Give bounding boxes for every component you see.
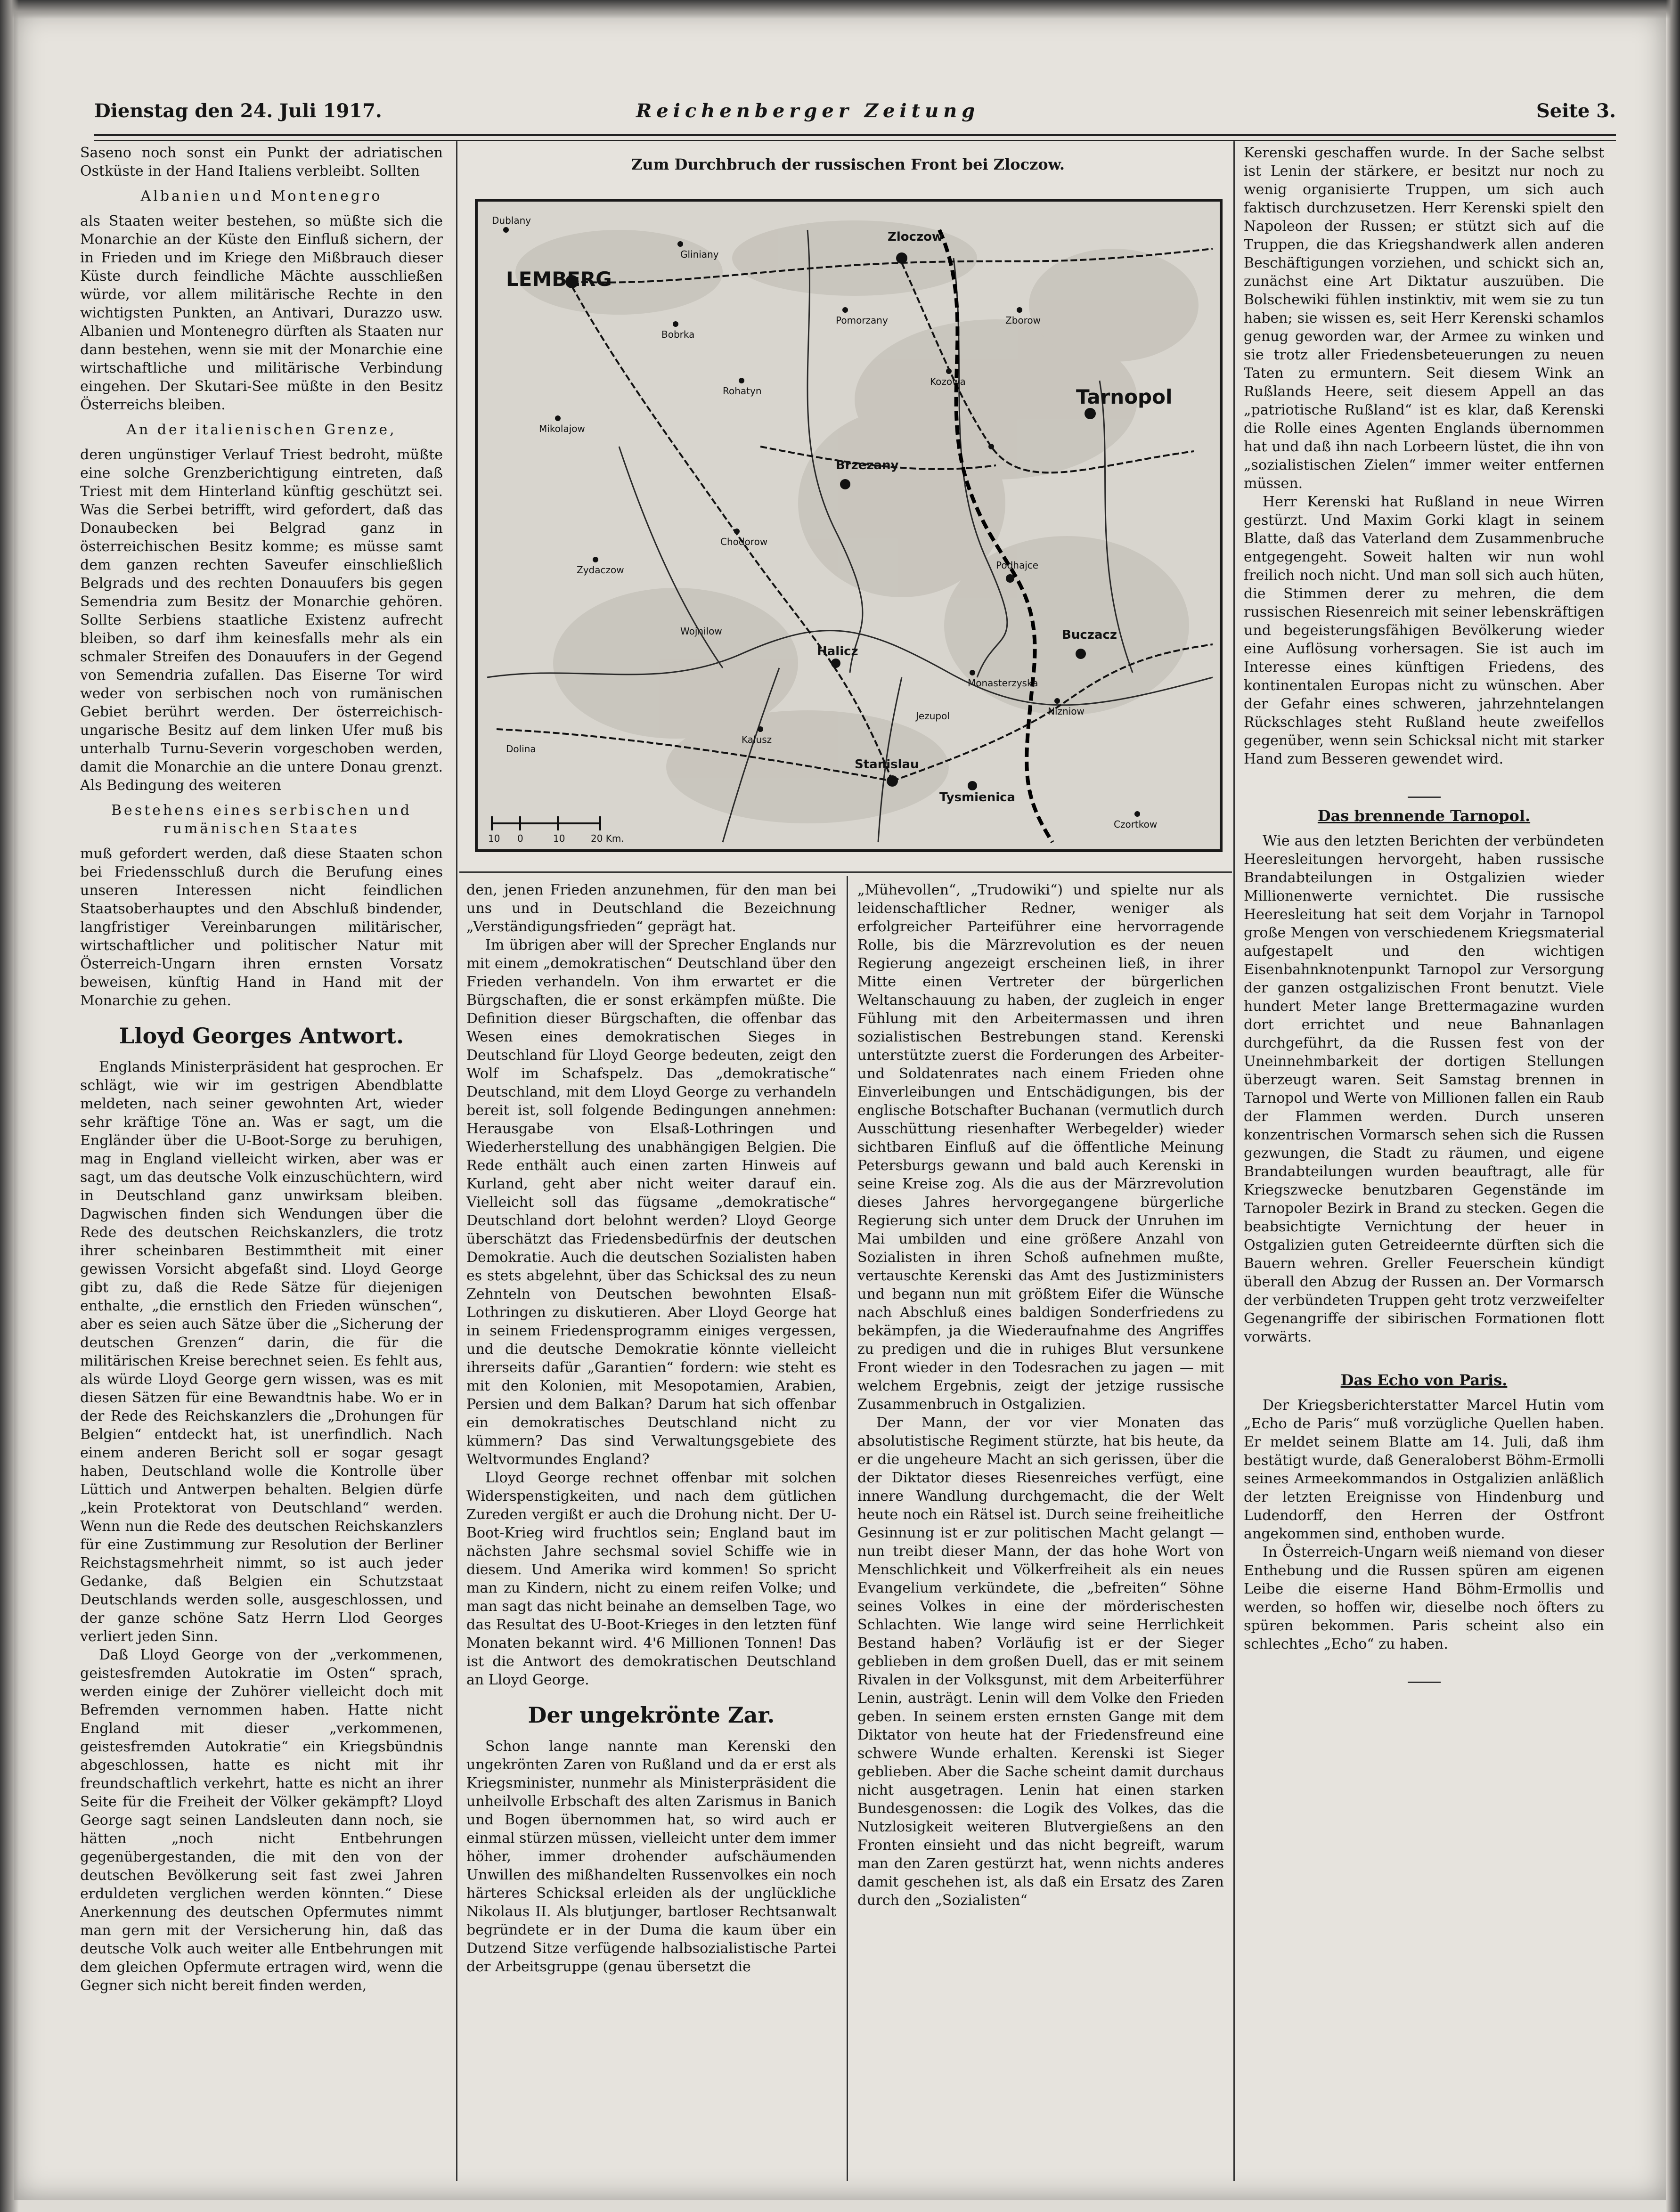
- paragraph: Wie aus den letzten Berichten der verbündeten Heeresleitungen hervorgeht, haben russische Brandabteilungen in Ostgalizien wieder Millionenwerte vernichtet. Die russische Heeresleitung hat seit dem Vorjahr in Tarnopol große Mengen von verschiedenem Kriegsmaterial aufgestapelt und den wichtigen Eisenbahnknotenpunkt Tarnopol zur Versorgung der ganzen ostgalizischen Front benutzt. Viele hundert Meter lange Brettermagazine wurden dort errichtet und neue Bahnanlagen durchgeführt, da die Russen fest von der Uneinnehmbarkeit der dortigen Stellungen überzeugt waren. Seit Samstag brennen in Tarnopol und Werte von Millionen fallen ein Raub der Flammen werden. Durch unseren konzentrischen Vormarsch sehen sich die Russen gezwungen, die Stadt zu räumen, und eigene Brandabteilungen wurden beauftragt, alle für Kriegszwecke benutzbaren Gegenstände im Tarnopoler Bezirk in Brand zu stecken. Gegen die beabsichtigte Vernichtung der heuer in Ostgalizien guten Getreideernte dürften sich die Bauern wehren. Greller Feuerschein kündigt überall den Abzug der Russen an. Der Vormarsch der verbündeten Truppen geht trotz verzweifelter Gegenangriffe der sibirischen Formationen flott vorwärts.: [1244, 833, 1604, 1345]
- article-headline-echo: Das Echo von Paris.: [1340, 1371, 1508, 1389]
- paragraph: Der Kriegsberichterstatter Marcel Hutin vom „Echo de Paris“ muß vorzügliche Quellen haben. Er meldet seinem Blatte am 14. Juli, daß ihm bestätigt wurde, daß Generaloberst Böhm-Ermolli seines Armeekommandos in Ostgalizien anläßlich der letzten Ereignisse von Hindenburg und Ludendorff, den Herren der Ostfront angekommen sind, enthoben wurde.: [1244, 1397, 1604, 1542]
- subheading-albanien: Albanien und Montenegro: [140, 188, 383, 204]
- map-label-dublany: Dublany: [492, 215, 531, 226]
- page-number: Seite 3.: [1536, 100, 1616, 122]
- map-label-stanislau: Stanislau: [855, 757, 919, 772]
- map-label-mikolajow: Mikolajow: [539, 423, 585, 434]
- map-label-gliniany: Gliniany: [680, 249, 719, 260]
- map-label-jezupol: Jezupol: [916, 710, 950, 722]
- column-1: [80, 144, 443, 2179]
- paragraph: deren ungünstiger Verlauf Triest bedroht, müßte eine solche Grenzberichtigung eintreten, daß Triest mit dem Hinterland künftig geschützt sei. Was die Serbei betrifft, wird gefordert, daß das Donaubecken bei Belgrad ganz in österreichischen Besitz komme; es müsse samt dem ganzen rechten Saveufer einschließlich Belgrads und des rechten Donauufers bis gegen Semendria zum Besitz der Monarchie gehören. Sollte Serbiens staatliche Existenz aufrecht bleiben, so darf ihm keinesfalls mehr als ein schmaler Streifen des Donauufers in der Gegend von Semendria zufallen. Das Eiserne Tor wird weder von serbischen noch von rumänischen Gebiet berührt werden. Der österreichisch-ungarische Besitz auf dem linken Ufer muß bis unterhalb Turnu-Severin vorgeschoben werden, damit die Monarchie an die untere Donau grenzt. Als Bedingung des weiteren: [80, 447, 443, 794]
- column-3: [857, 881, 1224, 2181]
- column-4: [1244, 144, 1604, 2179]
- article-headline-tarnopol: Das brennende Tarnopol.: [1317, 807, 1531, 825]
- map-label-pomorzany: Pomorzany: [836, 315, 888, 326]
- scan-border-top: [0, 0, 1680, 19]
- map-bottom-rule: [459, 871, 1232, 873]
- newspaper-title: Reichenberger Zeitung: [636, 100, 980, 122]
- paragraph: In Österreich-Ungarn weiß niemand von dieser Enthebung und die Russen spüren am eigenen Leibe die eiserne Hand Böhm-Ermollis und werden, so hoffen wir, dieselbe noch öfters zu spüren bekommen. Paris scheint also ein schlechtes „Echo“ zu haben.: [1244, 1544, 1604, 1652]
- map-label-bobrka: Bobrka: [661, 329, 695, 340]
- map-label-wojnilow: Wojnilow: [680, 626, 722, 637]
- map-label-brzezany: Brzezany: [836, 458, 899, 472]
- map-label-kalusz: Kalusz: [742, 734, 772, 745]
- front-map: [475, 199, 1223, 852]
- scale-label-20km: 20 Km.: [591, 833, 624, 844]
- map-label-nizniow: Nizniow: [1048, 706, 1085, 717]
- subheading-grenze: An der italienischen Grenze,: [126, 422, 397, 438]
- paragraph: Saseno noch sonst ein Punkt der adriatischen Ostküste in der Hand Italiens verbleibt. Sollten: [80, 145, 443, 179]
- map-drawing: [478, 202, 1220, 849]
- paragraph: Im übrigen aber will der Sprecher Englands nur mit einem „demokratischen“ Deutschland über den Frieden verhandeln. Von ihm erwartet er die Bürgschaften, die er sonst erkämpfen müßte. Die Definition dieser Bürgschaften, die offenbar das Wesen eines demokratischen Sieges in Deutschland für Lloyd George bedeuten, zeigt den Wolf im Schafspelz. Das „demokratische“ Deutschland, mit dem Lloyd George zu verhandeln bereit ist, soll folgende Bedingungen annehmen: Herausgabe von Elsaß-Lothringen und Wiederherstellung des unabhängigen Belgien. Die Rede enthält auch einen zarten Hinweis auf Kurland, geht aber nicht weiter darauf ein. Vielleicht soll das fügsame „demokratische“ Deutschland dort belohnt werden? Lloyd George überschätzt das Friedensbedürfnis der deutschen Demokratie. Auch die deutschen Sozialisten haben es stets abgelehnt, über das Schicksal des zu neun Zehnteln von Deutschen bewohnten Elsaß-Lothringen zu diskutieren. Aber Lloyd George hat in seinem Friedensprogramm einiges vergessen, und die deutsche Demokratie könnte vielleicht ihrerseits dafür „Garantien“ fordern: wie steht es mit den Kolonien, mit Mesopotamien, Arabien, Persien und dem Balkan? Darum hat sich offenbar ein demokratisches Deutschland nicht zu kümmern? Das sind Verwaltungsgebiete des Weltvormundes England?: [466, 937, 836, 1468]
- map-label-zborow: Zborow: [1005, 315, 1041, 326]
- scale-label-10-left: 10: [488, 833, 500, 844]
- column-rule-3: [1233, 141, 1235, 2181]
- separator: [1408, 797, 1441, 798]
- separator: [1408, 1682, 1441, 1683]
- map-label-tysmienica: Tysmienica: [939, 790, 1016, 805]
- header-rule: [94, 134, 1616, 141]
- paragraph: den, jenen Frieden anzunehmen, für den man bei uns und in Deutschland die Bezeichnung „Verständigungsfrieden“ geprägt hat.: [466, 882, 836, 935]
- scan-border-right: [1666, 0, 1680, 2212]
- paragraph: Lloyd George rechnet offenbar mit solchen Widerspenstigkeiten, und nach dem gütlichen Zureden vergißt er auch die Drohung nicht. Der U-Boot-Krieg wird fruchtlos sein; England baut im nächsten Jahre sechsmal soviel Schiffe wie in diesem. Und Amerika wird kommen! So spricht man zu Kindern, nicht zu einem reifen Volke; und man sagt das nicht beinahe an demselben Tage, wo das Resultat des U-Boot-Krieges in den letzten fünf Monaten bekannt wird. 4'6 Millionen Tonnen! Das ist die Antwort des demokratischen Deutschland an Lloyd George.: [466, 1470, 836, 1688]
- spacer: [1244, 1346, 1604, 1362]
- map-label-chodorow: Chodorow: [720, 536, 768, 547]
- scan-border-left: [0, 0, 19, 2212]
- map-label-halicz: Halicz: [817, 644, 858, 659]
- article-headline-zar: Der ungekrönte Zar.: [528, 1702, 775, 1728]
- paragraph: „Mühevollen“, „Trudowiki“) und spielte nur als leidenschaftlicher Redner, weniger als erfolgreicher Parteiführer eine hervorragende Rolle, bis die Märzrevolution es der neuen Regierung angezeigt erscheinen ließ, in ihrer Mitte einen Vertreter der bürgerlichen Weltanschauung zu haben, der zugleich in enger Fühlung mit den Arbeitermassen und ihren sozialistischen Bestrebungen stand. Kerenski unterstützte zuerst die Forderungen des Arbeiter- und Soldatenrates nach einem Frieden ohne Einverleibungen und Entschädigungen, bis der englische Botschafter Buchanan (vermutlich durch Ausschüttung riesenhafter Werbegelder) wieder sichtbaren Einfluß auf die öffentliche Meinung Petersburgs gewann und bald auch Kerenski in seine Kreise zog. Als die aus der Märzrevolution dieses Jahres hervorgegangene bürgerliche Regierung sich unter dem Druck der Unruhen im Mai umbilden und eine größere Anzahl von Sozialisten in ihren Schoß aufnehmen mußte, vertauschte Kerenski das Amt des Justizministers und begann nun mit größtem Eifer die Wünsche nach Abschluß eines baldigen Sonderfriedens zu bekämpfen, ja die Wiederaufnahme des Angriffes zu predigen und die in ruhiges Blut versunkene Front wieder in den Todesrachen zu jagen — mit welchem Ergebnis, zeigt der jetzige russische Zusammenbruch in Ostgalizien.: [857, 882, 1224, 1413]
- paragraph: Kerenski geschaffen wurde. In der Sache selbst ist Lenin der stärkere, er besitzt nur noch zu wenig organisierte Truppen, um sich auch faktisch durchzusetzen. Herr Kerenski spielt den Napoleon der Russen; er stützt sich auf die Truppen, die das Kriegshandwerk allen anderen Beschäftigungen vorziehen, und schickt sich an, zunächst eine Art Diktatur auszuüben. Die Bolschewiki fühlen instinktiv, mit wem sie zu tun haben; sie wissen es, seit Herr Kerenski schamlos genug geworden war, der Armee zu winken und sie trotz aller Friedensbeteuerungen zu neuen Taten zu ermuntern. Seit diesem Wink an Rußlands Heere, seit diesem Appell an das „patriotische Rußland“ ist es klar, daß Kerenski die Rolle eines Agenten Englands übernommen hat und daß ihn nach Lorbeern lüstet, die ihn von „sozialistischen Zielen“ immer weiter entfernen müssen.: [1244, 145, 1604, 492]
- column-2: [466, 881, 836, 2181]
- scale-label-0: 0: [517, 833, 523, 844]
- map-label-tarnopol: Tarnopol: [1076, 385, 1173, 408]
- column-rule-2: [847, 876, 848, 2181]
- article-headline-lloyd: Lloyd Georges Antwort.: [119, 1023, 404, 1049]
- map-label-podhajce: Podhajce: [996, 560, 1039, 571]
- map-label-dolina: Dolina: [506, 743, 536, 755]
- paragraph: Der Mann, der vor vier Monaten das absolutistische Regiment stürzte, hat bis heute, da er die ungeheure Macht an sich gerissen, über die der Diktator dieses Riesenreiches verfügt, eine innere Wandlung durchgemacht, die der Welt heute noch ein Rätsel ist. Durch seine freiheitliche Gesinnung ist er zur politischen Macht gelangt — nun treibt dieser Mann, der das hohe Wort von Menschlichkeit und Völkerfreiheit als ein neues Evangelium verkündete, die „befreiten“ Söhne seines Volkes in eine der mörderischesten Schlachten. Wie lange wird seine Herrlichkeit Bestand haben? Vorläufig ist er der Sieger geblieben in dem großen Duell, das er mit seinem Rivalen in der Volksgunst, mit dem Arbeiterführer Lenin, austrägt. Lenin will dem Volke den Frieden geben. In seinem ersten ernsten Gange mit dem Diktator von heute hat der Friedensfreund eine schwere Wunde erhalten. Kerenski ist Sieger geblieben. Aber die Sache scheint damit durchaus nicht ausgetragen. Lenin hat einen starken Bundesgenossen: die Logik des Volkes, das die Nutzlosigkeit weiteren Blutvergießens an den Fronten einsieht und das nicht begreift, warum man den Zaren gestürzt hat, wenn nichts anderes damit geschehen ist, als daß ein Ersatz des Zaren durch den „Sozialisten“: [857, 1415, 1224, 1909]
- paragraph: muß gefordert werden, daß diese Staaten schon bei Friedensschluß durch die Berufung eines unseren Interessen nicht feindlichen Staatsoberhauptes und den Abschluß bindender, langfristiger Vereinbarungen militärischer, wirtschaftlicher und politischer Natur mit Österreich-Ungarn ihren ernsten Vorsatz beweisen, künftig Hand in Hand mit der Monarchie zu gehen.: [80, 846, 443, 1009]
- subheading-bestehen: Bestehens eines serbischen und rumänischen Staates: [111, 802, 412, 837]
- map-label-monasterzyska: Monasterzyska: [968, 677, 1038, 689]
- page-header: [94, 100, 1616, 128]
- paragraph: Daß Lloyd George von der „verkommenen, geistesfremden Autokratie im Osten“ sprach, werden einige der Zuhörer vielleicht doch mit Befremden vernommen haben. Hatte nicht England mit dieser „verkommenen, geistesfremden Autokratie“ ein Kriegsbündnis abgeschlossen, hatte es nicht mit ihr freundschaftlich verkehrt, hatte es nicht an ihrer Seite für die Freiheit der Völker gekämpft? Lloyd George sagt seinen Landsleuten dann noch, sie hätten „noch nicht Entbehrungen gegenübergestanden, die mit den von der deutschen Bevölkerung seit fast zwei Jahren erduldeten verglichen werden könnten.“ Diese Anerkennung des deutschen Opfermutes nimmt man gern mit der Versicherung hin, daß das deutsche Volk auch weiter alle Entbehrungen mit dem gleichen Opfermute ertragen wird, wenn die Gegner sich nicht bereit finden werden,: [80, 1647, 443, 1994]
- map-label-zydaczow: Zydaczow: [577, 564, 624, 576]
- map-label-zloczow: Zloczow: [888, 230, 944, 244]
- scale-label-10: 10: [553, 833, 565, 844]
- map-label-buczacz: Buczacz: [1062, 628, 1117, 642]
- map-label-lemberg: LEMBERG: [506, 268, 612, 291]
- header-date: Dienstag den 24. Juli 1917.: [94, 100, 382, 122]
- map-label-czortkow: Czortkow: [1114, 819, 1158, 830]
- map-label-rohatyn: Rohatyn: [723, 385, 762, 397]
- map-label-kozowa: Kozowa: [930, 376, 966, 387]
- paragraph: als Staaten weiter bestehen, so müßte sich die Monarchie an der Küste den Einfluß sichern, der in Frieden und im Kriege den Mißbrauch dieser Küste durch feindliche Mächte ausschließen würde, vor allem militärische Rechte in den wichtigsten Punkten, an Antivari, Durazzo usw. Albanien und Montenegro dürften als Staaten nur dann bestehen, wenn sie mit der Monarchie eine wirtschaftliche und militärische Verbindung eingehen. Der Skutari-See müßte in den Besitz Österreichs bleiben.: [80, 213, 443, 413]
- paragraph: Herr Kerenski hat Rußland in neue Wirren gestürzt. Und Maxim Gorki klagt in seinem Blatte, daß das Vaterland dem Zusammenbruche entgegengeht. Soweit halten wir nun wohl freilich noch nicht. Und man soll sich auch hüten, die Stimmen derer zu mehren, die dem russischen Riesenreich mit seiner lebenskräftigen und begeisterungsfähigen Bevölkerung wieder eine Auflösung vorhersagen. Sie ist auch im Interesse eines künftigen Friedens, des kontinentalen Europas nicht zu wünschen. Aber der Gefahr eines schweren, jahrzehntelangen Rückschlages steht Rußland heute zweifellos gegenüber, wenn sein Schicksal nicht mit starker Hand zum Besseren gewendet wird.: [1244, 494, 1604, 767]
- paragraph: Schon lange nannte man Kerenski den ungekrönten Zaren von Rußland und da er erst als Kriegsminister, nunmehr als Ministerpräsident die unheilvolle Erbschaft des alten Zarismus in Banich und Bogen übernommen hat, so wird auch er einmal stürzen müssen, vielleicht unter dem immer höher, immer drohender aufschäumenden Unwillen des mißhandelten Russenvolkes ein noch härteres Schicksal erleiden als der unglückliche Nikolaus II. Als blutjunger, bartloser Rechtsanwalt begründete er in der Duma die kaum über ein Dutzend Sitze verfügende halbsozialistische Partei der Arbeitsgruppe (genau übersetzt die: [466, 1738, 836, 1975]
- map-title: Zum Durchbruch der russischen Front bei Zloczow.: [631, 155, 1065, 173]
- paragraph: Englands Ministerpräsident hat gesprochen. Er schlägt, wie wir im gestrigen Abendblatte meldeten, nach seiner gewohnten Art, wieder sehr kräftige Töne an. Was er sagt, um die Engländer über die U-Boot-Sorge zu beruhigen, mag in England vielleicht wirken, aber was er sagt, um das deutsche Volk einzuschüchtern, wird in Deutschland ganz unwirksam bleiben. Dagwischen finden sich Wendungen über die Rede des deutschen Reichskanzlers, die trotz ihrer scheinbaren Bestimmtheit mit einer gewissen Vorsicht abgefaßt sind. Lloyd George gibt zu, daß die Rede Sätze für diejenigen enthalte, „die ernstlich den Frieden wünschen“, aber es seien auch Sätze über die „Sicherung der deutschen Grenzen“ darin, die für die militärischen Kreise berechnet seien. Es fehlt aus, als würde Lloyd George gern wissen, was es mit diesen Sätzen für eine Bewandtnis habe. Wo er in der Rede des Reichskanzlers die „Drohungen für Belgien“ entdeckt hat, ist unerfindlich. Nach einem anderen Bericht soll er sogar gesagt haben, Deutschland wolle die Kontrolle über Lüttich und Antwerpen behalten. Belgien dürfe „kein Protektorat von Deutschland“ werden. Wenn nun die Rede des deutschen Reichskanzlers für eine Zustimmung zur Resolution der Berliner Reichstagsmehrheit nimmt, so ist auch jeder Gedanke, daß Belgien ein Schutzstaat Deutschlands werden solle, ausgeschlossen, und der ganze schöne Satz Herrn Llod Georges verliert jeden Sinn.: [80, 1059, 443, 1645]
- column-rule-1: [456, 141, 457, 2181]
